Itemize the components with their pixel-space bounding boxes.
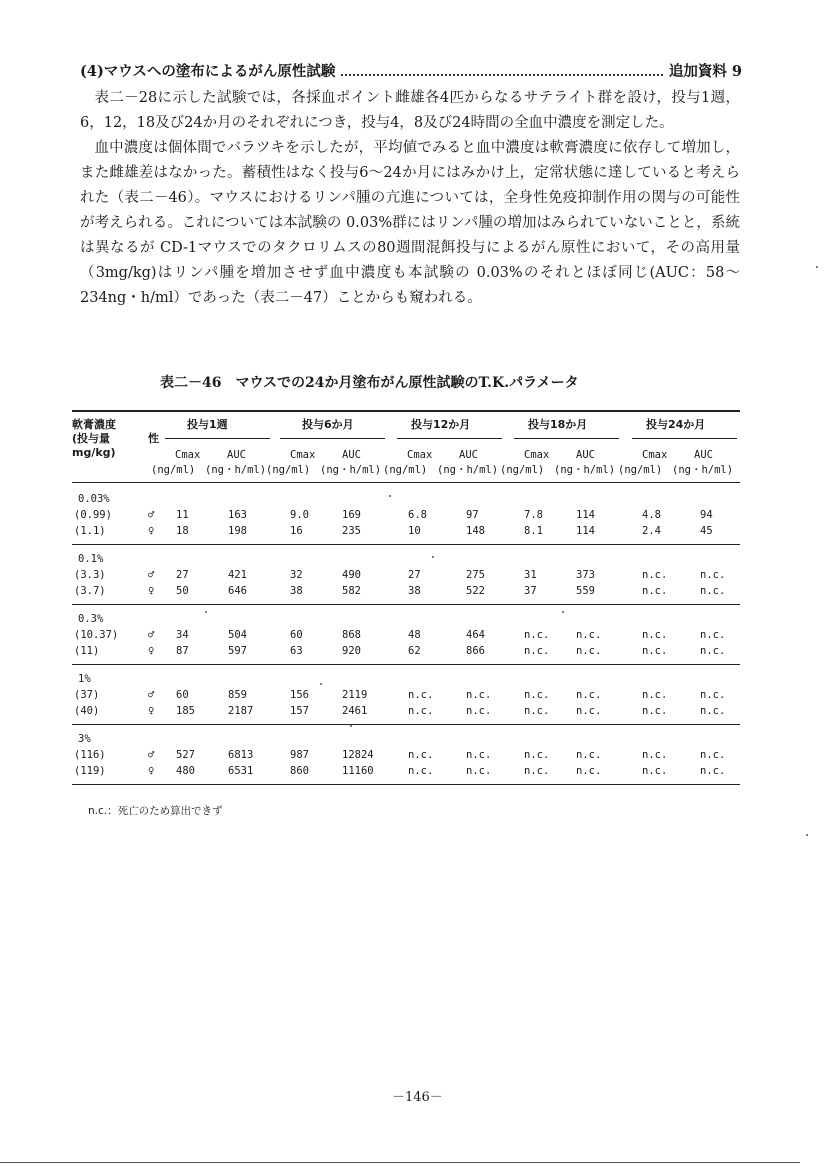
- cmax-value: 48: [408, 629, 421, 641]
- scan-speck: [432, 556, 434, 558]
- auc-value: 163: [228, 509, 247, 521]
- group-dose: (0.99): [74, 509, 112, 521]
- cmax-value: 63: [290, 645, 303, 657]
- auc-value: 11160: [342, 765, 374, 777]
- auc-value: n.c.: [700, 585, 726, 597]
- scan-speck: [816, 266, 818, 268]
- sex-symbol: ♂: [148, 569, 155, 581]
- header-auc: AUC: [459, 449, 478, 461]
- header-auc: AUC: [576, 449, 595, 461]
- cmax-value: n.c.: [408, 689, 434, 701]
- sex-symbol: ♂: [148, 629, 155, 641]
- cmax-value: n.c.: [642, 689, 668, 701]
- cmax-value: 16: [290, 525, 303, 537]
- header-period-1: 投与1週: [187, 418, 228, 431]
- cmax-value: n.c.: [524, 705, 550, 717]
- auc-value: 275: [466, 569, 485, 581]
- auc-value: n.c.: [700, 645, 726, 657]
- cmax-value: 157: [290, 705, 309, 717]
- auc-value: n.c.: [466, 749, 492, 761]
- table-rule: [72, 784, 740, 785]
- auc-value: 373: [576, 569, 595, 581]
- cmax-value: n.c.: [524, 629, 550, 641]
- cmax-value: n.c.: [642, 569, 668, 581]
- period-underline: [632, 438, 737, 439]
- scan-speck: [806, 834, 808, 836]
- cmax-value: 27: [408, 569, 421, 581]
- auc-value: 464: [466, 629, 485, 641]
- auc-value: 504: [228, 629, 247, 641]
- sex-symbol: ♂: [148, 509, 155, 521]
- group-dose: (3.3): [74, 569, 106, 581]
- table-rule: [72, 604, 740, 605]
- header-period-4: 投与18か月: [528, 418, 588, 431]
- cmax-value: n.c.: [524, 749, 550, 761]
- auc-value: 2187: [228, 705, 254, 717]
- auc-value: 12824: [342, 749, 374, 761]
- header-cmax: Cmax: [175, 449, 201, 461]
- auc-value: 559: [576, 585, 595, 597]
- header-cmax-unit: (ng/ml): [266, 464, 311, 476]
- header-auc-unit: (ng・h/ml): [554, 464, 616, 476]
- sex-symbol: ♀: [148, 525, 155, 537]
- cmax-value: 50: [176, 585, 189, 597]
- group-dose: (116): [74, 749, 106, 761]
- cmax-value: 37: [524, 585, 537, 597]
- auc-value: 2461: [342, 705, 368, 717]
- auc-value: 522: [466, 585, 485, 597]
- header-conc-label: mg/kg): [72, 446, 116, 459]
- auc-value: n.c.: [700, 749, 726, 761]
- group-dose: (1.1): [74, 525, 106, 537]
- header-cmax: Cmax: [407, 449, 433, 461]
- header-auc: AUC: [694, 449, 713, 461]
- auc-value: 114: [576, 525, 595, 537]
- table-title: 表二－46 マウスでの24か月塗布がん原性試験のT.K.パラメータ: [160, 375, 579, 391]
- table-rule: [72, 482, 740, 483]
- group-concentration: 0.1%: [78, 553, 104, 565]
- cmax-value: 87: [176, 645, 189, 657]
- cmax-value: 18: [176, 525, 189, 537]
- header-auc-unit: (ng・h/ml): [320, 464, 382, 476]
- auc-value: 920: [342, 645, 361, 657]
- table-footnote: n.c.：死亡のため算出できず: [88, 805, 223, 817]
- group-dose: (40): [74, 705, 100, 717]
- cmax-value: 38: [408, 585, 421, 597]
- auc-value: n.c.: [700, 629, 726, 641]
- header-sex-label: 性: [148, 432, 159, 445]
- sex-symbol: ♀: [148, 585, 155, 597]
- auc-value: n.c.: [576, 645, 602, 657]
- auc-value: n.c.: [700, 689, 726, 701]
- auc-value: 868: [342, 629, 361, 641]
- reference-label: 追加資料 9: [668, 63, 742, 80]
- auc-value: 646: [228, 585, 247, 597]
- auc-value: 597: [228, 645, 247, 657]
- cmax-value: 38: [290, 585, 303, 597]
- cmax-value: 62: [408, 645, 421, 657]
- auc-value: n.c.: [576, 705, 602, 717]
- header-conc-label: (投与量: [72, 432, 111, 445]
- paragraph-2: 血中濃度は個体間でバラツキを示したが，平均値でみると血中濃度は軟膏濃度に依存して増加し，また雌雄差はなかった。蓄積性はなく投与6～24か月にはみかけ上，定常状態に達していると考えられた（表二－46）。マウスにおけるリンパ腫の亢進については，全身性免疫抑制作用の関与の可能性が考えられる。これについては本試験の 0.03%群にはリンパ腫の増加はみられていないことと，系統は異なるが CD-1マウスでのタクロリムスの80週間混餌投与によるがん原性において，その高用量（3mg/kg)はリンパ腫を増加させず血中濃度も本試験の 0.03%のそれとほぼ同じ(AUC：58～234ng・h/ml）であった（表二－47）ことからも窺われる。: [80, 140, 740, 306]
- header-conc-label: 軟膏濃度: [72, 418, 116, 431]
- cmax-value: 185: [176, 705, 195, 717]
- cmax-value: 527: [176, 749, 195, 761]
- page-bottom-rule: [0, 1162, 800, 1163]
- auc-value: n.c.: [466, 689, 492, 701]
- auc-value: n.c.: [576, 689, 602, 701]
- section-heading: [80, 60, 742, 81]
- auc-value: n.c.: [700, 765, 726, 777]
- cmax-value: n.c.: [408, 749, 434, 761]
- header-period-5: 投与24か月: [646, 418, 706, 431]
- header-auc-unit: (ng・h/ml): [205, 464, 267, 476]
- cmax-value: n.c.: [642, 705, 668, 717]
- auc-value: 421: [228, 569, 247, 581]
- auc-value: n.c.: [700, 569, 726, 581]
- cmax-value: 60: [290, 629, 303, 641]
- header-cmax-unit: (ng/ml): [500, 464, 545, 476]
- auc-value: n.c.: [466, 765, 492, 777]
- auc-value: 490: [342, 569, 361, 581]
- auc-value: 2119: [342, 689, 368, 701]
- auc-value: 6531: [228, 765, 254, 777]
- table-rule: [72, 410, 740, 412]
- header-auc: AUC: [227, 449, 246, 461]
- header-auc-unit: (ng・h/ml): [437, 464, 499, 476]
- cmax-value: 7.8: [524, 509, 543, 521]
- cmax-value: n.c.: [642, 765, 668, 777]
- cmax-value: 27: [176, 569, 189, 581]
- group-dose: (11): [74, 645, 100, 657]
- group-concentration: 1%: [78, 673, 91, 685]
- cmax-value: 32: [290, 569, 303, 581]
- table-rule: [72, 664, 740, 665]
- cmax-value: 480: [176, 765, 195, 777]
- cmax-value: 987: [290, 749, 309, 761]
- cmax-value: n.c.: [524, 645, 550, 657]
- scan-speck: [205, 611, 207, 613]
- cmax-value: 31: [524, 569, 537, 581]
- cmax-value: 860: [290, 765, 309, 777]
- auc-value: 198: [228, 525, 247, 537]
- scan-speck: [350, 725, 352, 727]
- period-underline: [280, 438, 385, 439]
- body-text: [80, 86, 740, 311]
- cmax-value: n.c.: [642, 749, 668, 761]
- cmax-value: n.c.: [408, 705, 434, 717]
- header-cmax: Cmax: [524, 449, 550, 461]
- header-cmax-unit: (ng/ml): [618, 464, 663, 476]
- cmax-value: n.c.: [642, 585, 668, 597]
- group-concentration: 0.3%: [78, 613, 104, 625]
- period-underline: [397, 438, 502, 439]
- auc-value: 97: [466, 509, 479, 521]
- header-period-3: 投与12か月: [411, 418, 471, 431]
- page-number: －146－: [392, 1090, 443, 1105]
- auc-value: 94: [700, 509, 713, 521]
- cmax-value: n.c.: [524, 765, 550, 777]
- header-cmax: Cmax: [290, 449, 316, 461]
- header-period-2: 投与6か月: [302, 418, 354, 431]
- auc-value: 235: [342, 525, 361, 537]
- cmax-value: n.c.: [524, 689, 550, 701]
- cmax-value: 10: [408, 525, 421, 537]
- auc-value: n.c.: [576, 629, 602, 641]
- table-rule: [72, 544, 740, 545]
- period-underline: [165, 438, 270, 439]
- auc-value: n.c.: [466, 705, 492, 717]
- cmax-value: n.c.: [642, 645, 668, 657]
- sex-symbol: ♀: [148, 645, 155, 657]
- table-rule: [72, 724, 740, 725]
- cmax-value: 4.8: [642, 509, 661, 521]
- cmax-value: 8.1: [524, 525, 543, 537]
- auc-value: 169: [342, 509, 361, 521]
- auc-value: 866: [466, 645, 485, 657]
- scan-speck: [389, 495, 391, 497]
- cmax-value: n.c.: [642, 629, 668, 641]
- group-dose: (3.7): [74, 585, 106, 597]
- sex-symbol: ♀: [148, 765, 155, 777]
- scan-speck: [320, 683, 322, 685]
- auc-value: 582: [342, 585, 361, 597]
- auc-value: 6813: [228, 749, 254, 761]
- period-underline: [514, 438, 619, 439]
- auc-value: 114: [576, 509, 595, 521]
- group-concentration: 3%: [78, 733, 91, 745]
- cmax-value: 11: [176, 509, 189, 521]
- scan-speck: [562, 611, 564, 613]
- header-cmax-unit: (ng/ml): [151, 464, 196, 476]
- sex-symbol: ♂: [148, 689, 155, 701]
- sex-symbol: ♂: [148, 749, 155, 761]
- auc-value: n.c.: [700, 705, 726, 717]
- cmax-value: 9.0: [290, 509, 309, 521]
- dot-leader: [341, 74, 662, 76]
- cmax-value: 34: [176, 629, 189, 641]
- header-cmax-unit: (ng/ml): [383, 464, 428, 476]
- header-cmax: Cmax: [642, 449, 668, 461]
- group-dose: (119): [74, 765, 106, 777]
- header-auc: AUC: [342, 449, 361, 461]
- section-title: (4)マウスへの塗布によるがん原性試験: [80, 63, 336, 80]
- cmax-value: 2.4: [642, 525, 661, 537]
- group-concentration: 0.03%: [78, 493, 110, 505]
- header-auc-unit: (ng・h/ml): [672, 464, 734, 476]
- auc-value: n.c.: [576, 749, 602, 761]
- cmax-value: 6.8: [408, 509, 427, 521]
- group-dose: (10.37): [74, 629, 119, 641]
- auc-value: n.c.: [576, 765, 602, 777]
- auc-value: 45: [700, 525, 713, 537]
- auc-value: 859: [228, 689, 247, 701]
- sex-symbol: ♀: [148, 705, 155, 717]
- group-dose: (37): [74, 689, 100, 701]
- paragraph-1: 表二－28に示した試験では，各採血ポイント雌雄各4匹からなるサテライト群を設け，投与1週，6，12，18及び24か月のそれぞれにつき，投与4，8及び24時間の全血中濃度を測定した。: [80, 90, 740, 131]
- cmax-value: n.c.: [408, 765, 434, 777]
- auc-value: 148: [466, 525, 485, 537]
- cmax-value: 156: [290, 689, 309, 701]
- cmax-value: 60: [176, 689, 189, 701]
